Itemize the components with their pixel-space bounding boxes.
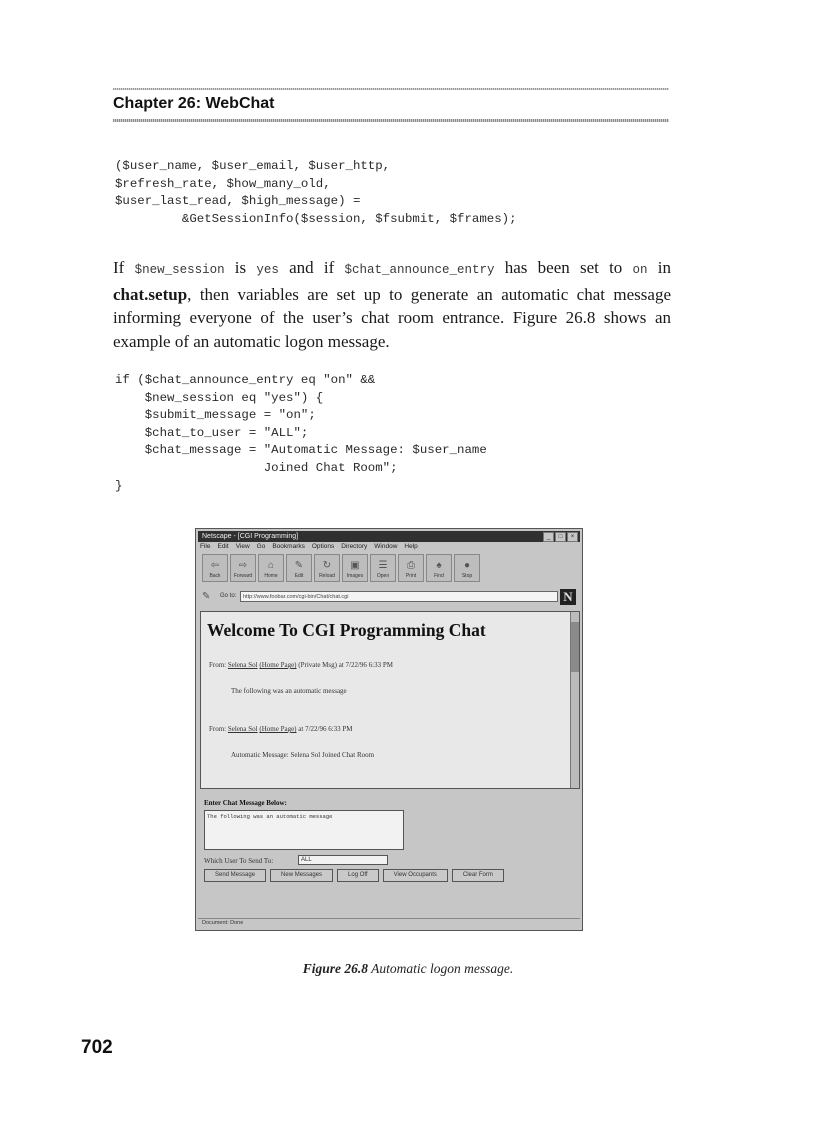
menu-item[interactable]: Directory <box>341 543 368 550</box>
form-buttons <box>204 869 504 882</box>
back-icon: ⇦ <box>210 560 220 571</box>
window-titlebar <box>198 531 580 542</box>
message-header: From: Selena Sol (Home Page) (Private Msg) at 7/22/96 6:33 PM <box>209 661 393 669</box>
maximize-icon[interactable]: □ <box>555 532 566 542</box>
images-icon: ▣ <box>350 560 360 571</box>
toolbar <box>202 554 502 584</box>
homepage-link[interactable]: (Home Page) <box>259 725 297 733</box>
location-input[interactable]: http://www.foobar.com/cgi-bin/Chat/chat.cgi <box>240 591 558 602</box>
edit-button[interactable]: ✎ Edit <box>286 554 312 582</box>
home-icon: ⌂ <box>267 560 275 571</box>
menu-bar <box>200 543 418 550</box>
images-button[interactable]: ▣ Images <box>342 554 368 582</box>
sendto-input[interactable]: ALL <box>298 855 388 865</box>
message-body: Automatic Message: Selena Sol Joined Chat Room <box>231 751 375 759</box>
menu-item[interactable]: Window <box>374 543 398 550</box>
code-block-2: if ($chat_announce_entry eq "on" && $new_session eq "yes") { $submit_message = "on"; $chat_to_user = "ALL"; $chat_message = "Automatic Message: $user_name Joined Chat Room"; } <box>115 373 487 493</box>
menu-item[interactable]: Edit <box>217 543 229 550</box>
close-icon[interactable]: × <box>567 532 578 542</box>
open-button[interactable]: ☰ Open <box>370 554 396 582</box>
send-message-button[interactable]: Send Message <box>204 869 266 882</box>
stop-button[interactable]: ● Stop <box>454 554 480 582</box>
menu-item[interactable]: File <box>200 543 211 550</box>
print-icon: ⎙ <box>407 560 415 571</box>
reload-button[interactable]: ↻ Reload <box>314 554 340 582</box>
edit-icon: ✎ <box>294 560 304 571</box>
user-link[interactable]: Selena Sol <box>227 725 258 733</box>
page-heading: Welcome To CGI Programming Chat <box>207 620 486 640</box>
message-body: The following was an automatic message <box>231 687 347 695</box>
forward-button[interactable]: ⇨ Forward <box>230 554 256 582</box>
home-button[interactable]: ⌂ Home <box>258 554 284 582</box>
code-block-1: ($user_name, $user_email, $user_http, $refresh_rate, $how_many_old, $user_last_read, $high_message) = &GetSessionInfo($session, $fsubmit, $frames); <box>115 159 517 226</box>
header-rule-top <box>113 88 669 90</box>
location-label: Go to: <box>220 593 237 599</box>
chat-content-frame <box>200 611 580 789</box>
back-button[interactable]: ⇦ Back <box>202 554 228 582</box>
menu-item[interactable]: Options <box>311 543 335 550</box>
netscape-logo: N <box>560 589 576 605</box>
open-icon: ☰ <box>378 560 388 571</box>
log-off-button[interactable]: Log Off <box>337 869 379 882</box>
header-rule-bottom <box>113 119 669 122</box>
menu-item[interactable]: Help <box>404 543 418 550</box>
find-button[interactable]: ♠ Find <box>426 554 452 582</box>
clear-form-button[interactable]: Clear Form <box>452 869 504 882</box>
chapter-title: Chapter 26: WebChat <box>113 95 275 112</box>
message-header: From: Selena Sol (Home Page) at 7/22/96 6:33 PM <box>209 725 353 733</box>
find-icon: ♠ <box>436 560 442 571</box>
window-title: Netscape - [CGI Programming] <box>202 533 299 540</box>
homepage-link[interactable]: (Home Page) <box>259 661 297 669</box>
message-textarea[interactable]: The following was an automatic message <box>204 810 404 850</box>
figure-caption: Figure 26.8 Automatic logon message. <box>302 961 514 976</box>
content-scrollbar[interactable] <box>570 612 579 788</box>
new-messages-button[interactable]: New Messages <box>270 869 333 882</box>
sendto-label: Which User To Send To: <box>204 857 274 865</box>
menu-item[interactable]: Bookmarks <box>272 543 305 550</box>
reload-icon: ↻ <box>322 560 332 571</box>
window-controls <box>543 532 578 542</box>
view-occupants-button[interactable]: View Occupants <box>383 869 448 882</box>
status-bar <box>198 918 580 928</box>
menu-item[interactable]: View <box>235 543 250 550</box>
location-bar <box>202 589 578 605</box>
browser-screenshot-figure <box>195 528 583 931</box>
bookmark-icon[interactable]: ✎ <box>202 591 211 602</box>
page-number: 702 <box>81 1037 113 1058</box>
print-button[interactable]: ⎙ Print <box>398 554 424 582</box>
menu-item[interactable]: Go <box>256 543 266 550</box>
chat-form <box>200 791 580 921</box>
minimize-icon[interactable]: _ <box>543 532 554 542</box>
user-link[interactable]: Selena Sol <box>227 661 258 669</box>
forward-icon: ⇨ <box>238 560 248 571</box>
body-paragraph: If $new_session is yes and if $chat_announce_entry has been set to on in chat.setup, then variables are set up to generate an automatic chat message informing everyone of the user’s chat room entrance. Figure 26.8 shows an example of an automatic logon message. <box>113 258 671 351</box>
stop-icon: ● <box>463 560 471 571</box>
status-text: Document: Done <box>202 920 244 926</box>
form-label: Enter Chat Message Below: <box>204 799 287 807</box>
